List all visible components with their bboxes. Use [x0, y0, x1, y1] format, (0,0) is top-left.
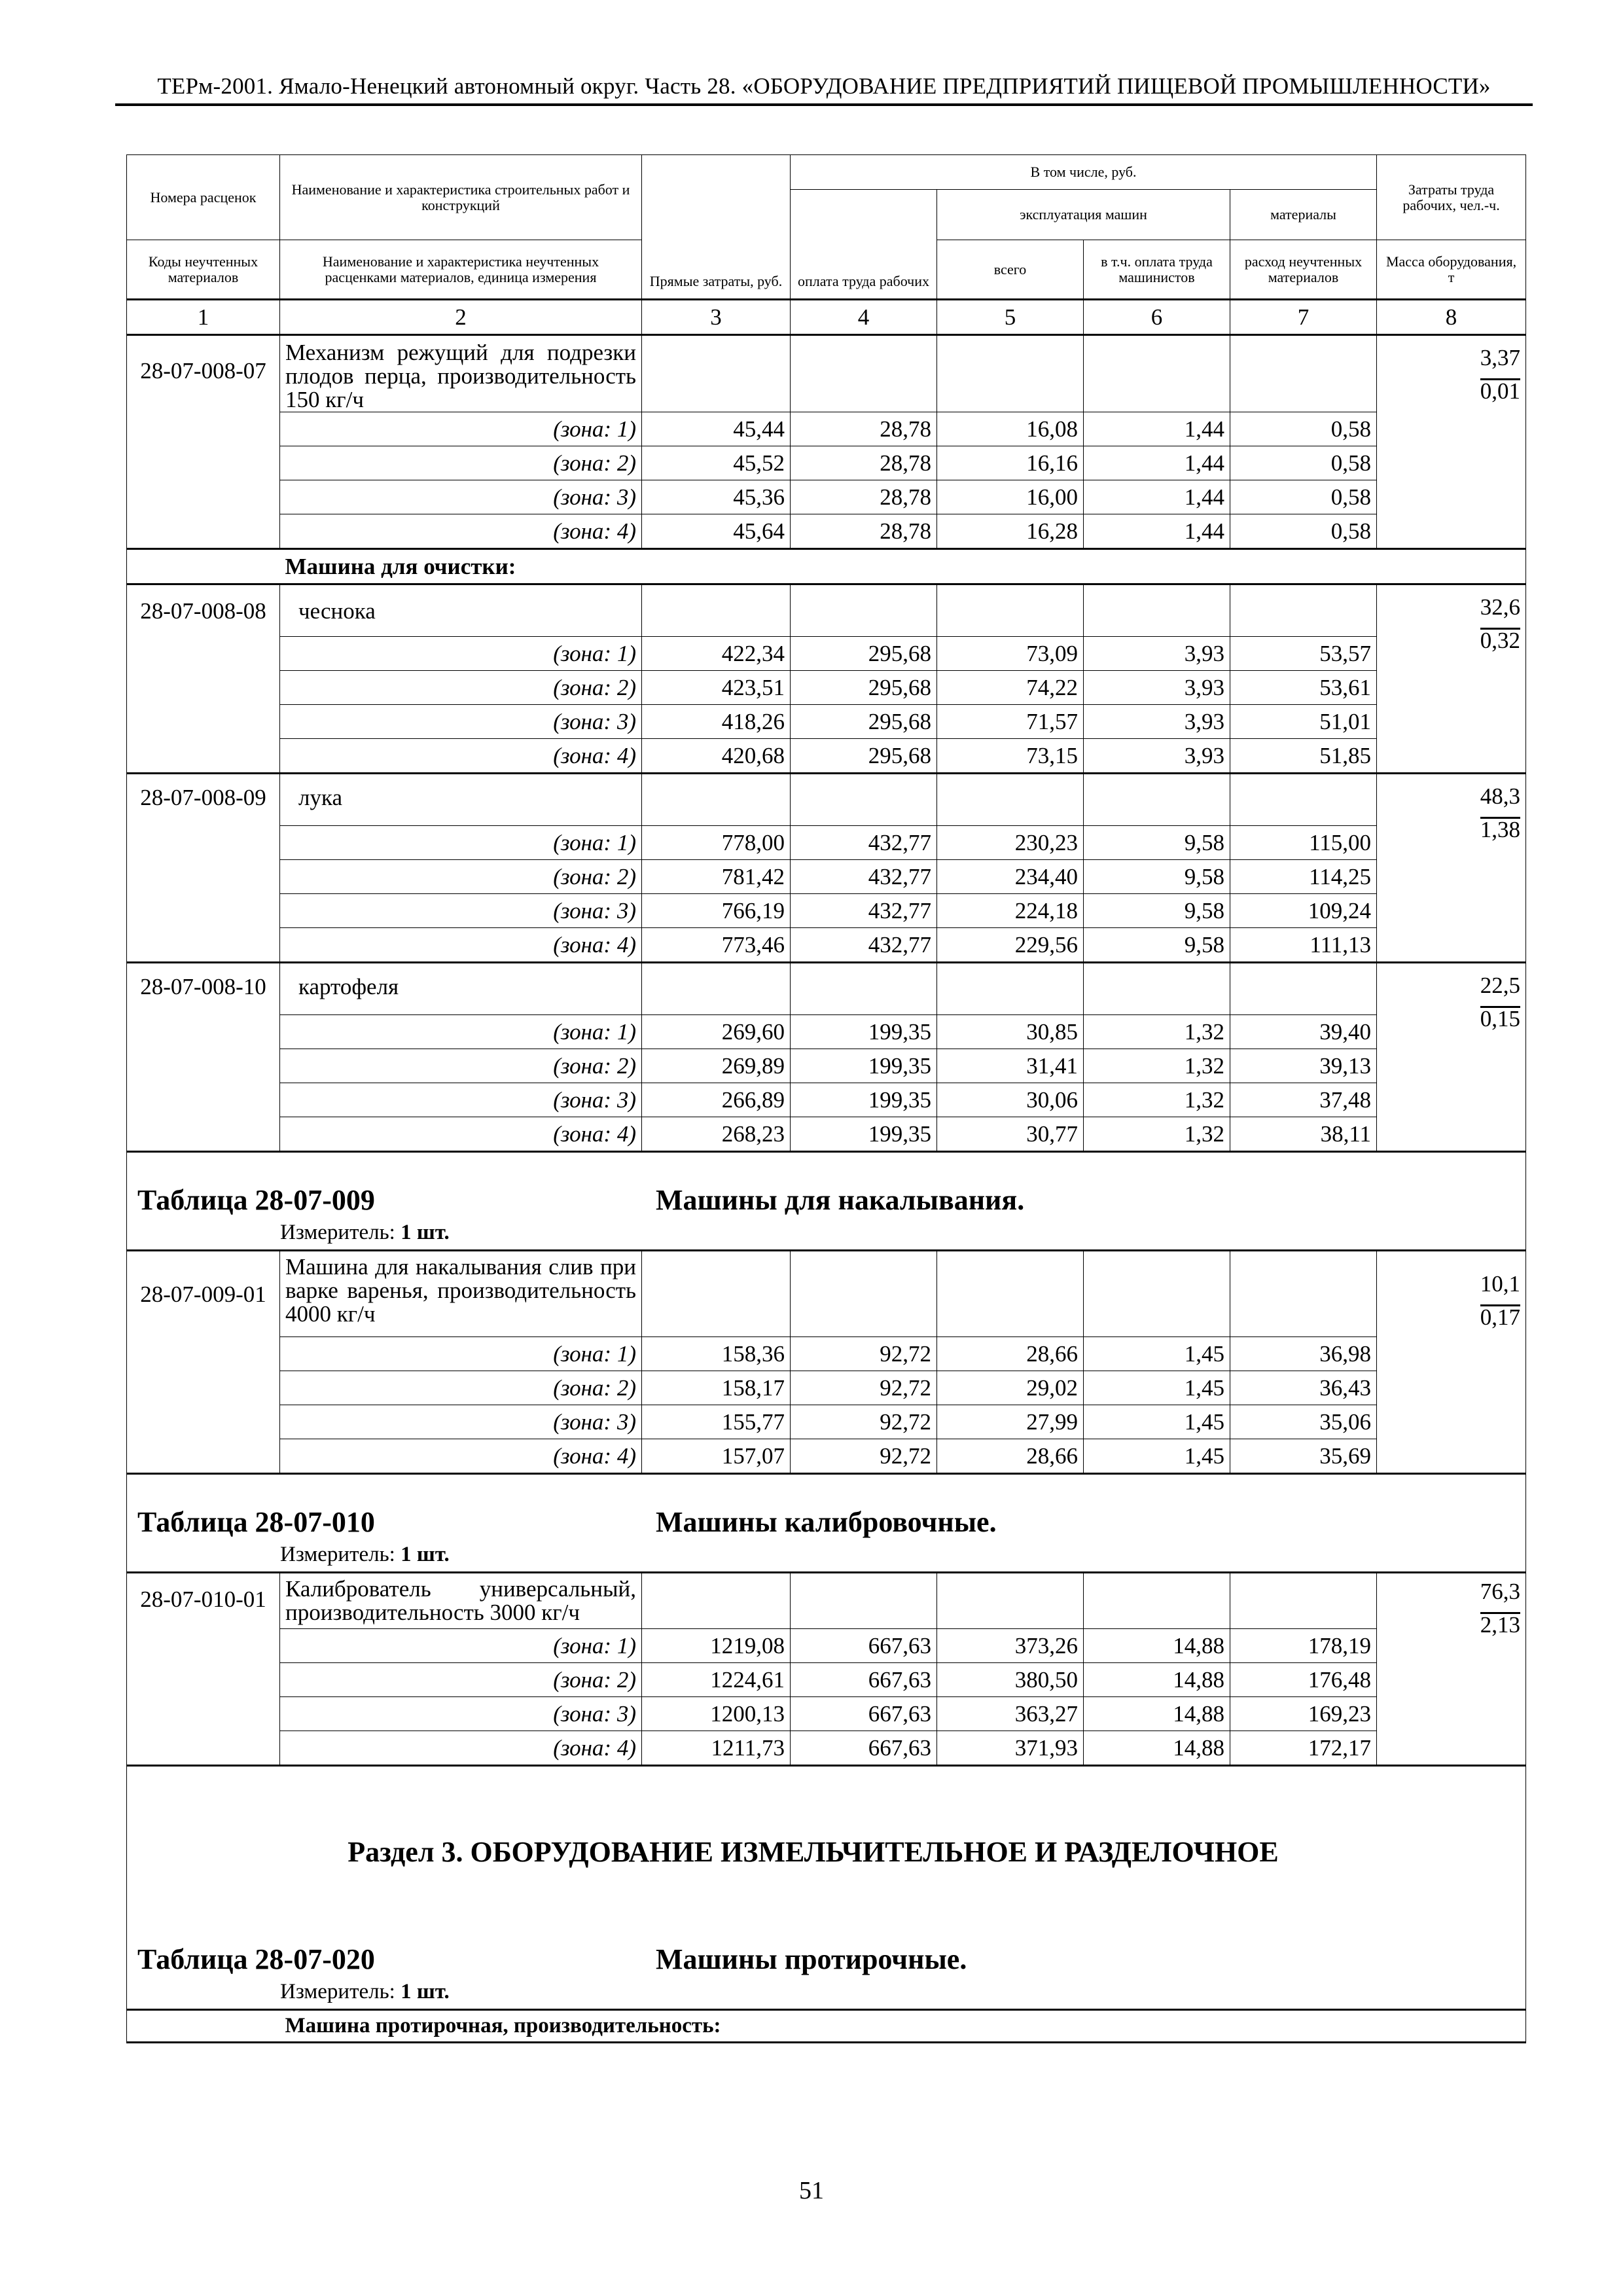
empty-cell	[937, 335, 1084, 412]
zone-label: (зона: 4)	[280, 928, 642, 963]
value-cell: 295,68	[791, 705, 937, 739]
value-cell: 0,58	[1230, 480, 1377, 514]
mass-value: 0,15	[1480, 1006, 1521, 1031]
rate-description: Калиброватель универсальный, производительность 3000 кг/ч	[280, 1573, 642, 1629]
value-cell: 16,08	[937, 412, 1084, 446]
value-cell: 199,35	[791, 1015, 937, 1049]
zone-row	[127, 1049, 1526, 1083]
value-cell: 266,89	[642, 1083, 791, 1117]
value-cell: 3,93	[1084, 705, 1230, 739]
value-cell: 199,35	[791, 1083, 937, 1117]
header-col3: Прямые затраты, руб.	[642, 155, 791, 300]
value-cell: 1,44	[1084, 514, 1230, 549]
value-cell: 92,72	[791, 1371, 937, 1405]
value-cell: 432,77	[791, 928, 937, 963]
table-row	[127, 1573, 1526, 1629]
value-cell: 0,58	[1230, 514, 1377, 549]
rate-code: 28-07-010-01	[127, 1573, 280, 1766]
table-row	[127, 335, 1526, 412]
value-cell: 423,51	[642, 671, 791, 705]
value-cell: 51,85	[1230, 739, 1377, 774]
value-cell: 269,60	[642, 1015, 791, 1049]
value-cell: 363,27	[937, 1697, 1084, 1731]
value-cell: 1219,08	[642, 1629, 791, 1663]
value-cell: 35,06	[1230, 1405, 1377, 1439]
section-title: Раздел 3. ОБОРУДОВАНИЕ ИЗМЕЛЬЧИТЕЛЬНОЕ И РАЗДЕЛОЧНОЕ	[348, 1836, 1279, 1868]
labor-mass-fraction	[1377, 1251, 1526, 1474]
value-cell: 773,46	[642, 928, 791, 963]
header-machines: эксплуатация машин	[937, 190, 1230, 240]
empty-cell	[127, 1766, 1526, 2010]
value-cell: 199,35	[791, 1049, 937, 1083]
value-cell: 1,45	[1084, 1405, 1230, 1439]
table-row	[127, 963, 1526, 1015]
header-col8-top: Затраты труда рабочих, чел.-ч.	[1377, 155, 1526, 240]
price-table	[126, 154, 1526, 2043]
zone-row	[127, 412, 1526, 446]
table-name: Машины протирочные.	[656, 1943, 967, 1975]
mass-value: 2,13	[1480, 1612, 1521, 1638]
zone-label: (зона: 2)	[280, 671, 642, 705]
value-cell: 28,78	[791, 514, 937, 549]
value-cell: 172,17	[1230, 1731, 1377, 1766]
zone-label: (зона: 3)	[280, 1697, 642, 1731]
zone-label: (зона: 1)	[280, 412, 642, 446]
rate-code: 28-07-008-08	[127, 584, 280, 774]
colnum: 1	[127, 300, 280, 335]
page-number: 51	[799, 2177, 824, 2204]
header-col6: в т.ч. оплата труда машинистов	[1084, 240, 1230, 300]
mass-value: 1,38	[1480, 817, 1521, 842]
value-cell: 1,32	[1084, 1117, 1230, 1152]
value-cell: 1,32	[1084, 1015, 1230, 1049]
table-name: Машины калибровочные.	[656, 1506, 997, 1538]
value-cell: 295,68	[791, 739, 937, 774]
empty-cell	[791, 335, 937, 412]
value-cell: 53,61	[1230, 671, 1377, 705]
labor-value: 10,1	[1480, 1271, 1521, 1297]
value-cell: 9,58	[1084, 928, 1230, 963]
header-col2-bottom: Наименование и характеристика неучтенных расценками материалов, единица измерения	[280, 240, 642, 300]
zone-row	[127, 826, 1526, 860]
zone-row	[127, 739, 1526, 774]
value-cell: 269,89	[642, 1049, 791, 1083]
value-cell: 0,58	[1230, 446, 1377, 480]
empty-cell	[937, 1573, 1084, 1629]
empty-cell	[791, 774, 937, 826]
value-cell: 73,15	[937, 739, 1084, 774]
empty-cell	[642, 335, 791, 412]
table-heading-009	[127, 1152, 1526, 1251]
value-cell: 1,44	[1084, 446, 1230, 480]
zone-row	[127, 1015, 1526, 1049]
zone-label: (зона: 4)	[280, 1439, 642, 1474]
value-cell: 9,58	[1084, 826, 1230, 860]
rate-description: чеснока	[280, 584, 642, 637]
value-cell: 1,45	[1084, 1337, 1230, 1371]
labor-value: 76,3	[1480, 1579, 1521, 1604]
value-cell: 1,32	[1084, 1049, 1230, 1083]
value-cell: 3,93	[1084, 637, 1230, 671]
value-cell: 39,40	[1230, 1015, 1377, 1049]
empty-cell	[937, 963, 1084, 1015]
value-cell: 432,77	[791, 826, 937, 860]
value-cell: 778,00	[642, 826, 791, 860]
value-cell: 1,32	[1084, 1083, 1230, 1117]
value-cell: 1200,13	[642, 1697, 791, 1731]
zone-row	[127, 1337, 1526, 1371]
value-cell: 45,52	[642, 446, 791, 480]
value-cell: 28,78	[791, 480, 937, 514]
value-cell: 45,44	[642, 412, 791, 446]
section-heading	[127, 1766, 1526, 2010]
empty-cell	[1230, 1251, 1377, 1337]
value-cell: 268,23	[642, 1117, 791, 1152]
value-cell: 92,72	[791, 1405, 937, 1439]
zone-row	[127, 1117, 1526, 1152]
header-col1-top: Номера расценок	[127, 155, 280, 240]
rate-description: Механизм режущий для подрезки плодов перца, производительность 150 кг/ч	[280, 335, 642, 412]
group-title: Машина для очистки:	[280, 549, 1526, 584]
value-cell: 36,43	[1230, 1371, 1377, 1405]
zone-row	[127, 860, 1526, 894]
zone-label: (зона: 1)	[280, 637, 642, 671]
value-cell: 36,98	[1230, 1337, 1377, 1371]
labor-mass-fraction	[1377, 584, 1526, 774]
measure-value: 1 шт.	[401, 1543, 450, 1566]
value-cell: 371,93	[937, 1731, 1084, 1766]
empty-cell	[1230, 584, 1377, 637]
empty-cell	[791, 1573, 937, 1629]
zone-label: (зона: 1)	[280, 826, 642, 860]
empty-cell	[1084, 335, 1230, 412]
zone-row	[127, 894, 1526, 928]
zone-label: (зона: 4)	[280, 1731, 642, 1766]
value-cell: 420,68	[642, 739, 791, 774]
empty-cell	[1084, 1573, 1230, 1629]
value-cell: 0,58	[1230, 412, 1377, 446]
value-cell: 176,48	[1230, 1663, 1377, 1697]
zone-label: (зона: 3)	[280, 705, 642, 739]
value-cell: 74,22	[937, 671, 1084, 705]
zone-row	[127, 480, 1526, 514]
measure-label: Измеритель:	[280, 1980, 395, 2003]
value-cell: 230,23	[937, 826, 1084, 860]
header-col4: оплата труда рабочих	[791, 190, 937, 300]
empty-cell	[642, 774, 791, 826]
value-cell: 14,88	[1084, 1663, 1230, 1697]
zone-label: (зона: 4)	[280, 514, 642, 549]
empty-cell	[127, 1474, 1526, 1573]
zone-row	[127, 446, 1526, 480]
value-cell: 53,57	[1230, 637, 1377, 671]
group-title: Машина протирочная, производительность:	[280, 2010, 1526, 2043]
value-cell: 45,64	[642, 514, 791, 549]
empty-cell	[937, 774, 1084, 826]
group-title-row	[127, 2010, 1526, 2043]
zone-label: (зона: 4)	[280, 739, 642, 774]
value-cell: 224,18	[937, 894, 1084, 928]
mass-value: 0,32	[1480, 628, 1521, 653]
group-title-row	[127, 549, 1526, 584]
header-group: В том числе, руб.	[791, 155, 1377, 190]
value-cell: 92,72	[791, 1439, 937, 1474]
value-cell: 29,02	[937, 1371, 1084, 1405]
zone-row	[127, 705, 1526, 739]
table-title: Таблица 28-07-010	[137, 1506, 375, 1538]
zone-label: (зона: 2)	[280, 860, 642, 894]
empty-cell	[127, 549, 280, 584]
empty-cell	[937, 1251, 1084, 1337]
value-cell: 28,78	[791, 412, 937, 446]
value-cell: 27,99	[937, 1405, 1084, 1439]
empty-cell	[1084, 584, 1230, 637]
header-col8-bottom: Масса оборудования, т	[1377, 240, 1526, 300]
rate-code: 28-07-008-10	[127, 963, 280, 1152]
measure-label: Измеритель:	[280, 1221, 395, 1244]
value-cell: 1,45	[1084, 1439, 1230, 1474]
header-col7: расход неучтенных материалов	[1230, 240, 1377, 300]
empty-cell	[791, 963, 937, 1015]
value-cell: 295,68	[791, 637, 937, 671]
zone-row	[127, 1439, 1526, 1474]
rate-code: 28-07-008-07	[127, 335, 280, 549]
value-cell: 373,26	[937, 1629, 1084, 1663]
table-title: Таблица 28-07-009	[137, 1184, 375, 1216]
value-cell: 30,77	[937, 1117, 1084, 1152]
value-cell: 31,41	[937, 1049, 1084, 1083]
value-cell: 1224,61	[642, 1663, 791, 1697]
zone-label: (зона: 3)	[280, 894, 642, 928]
value-cell: 781,42	[642, 860, 791, 894]
empty-cell	[1230, 1573, 1377, 1629]
zone-label: (зона: 3)	[280, 480, 642, 514]
value-cell: 28,78	[791, 446, 937, 480]
zone-row	[127, 1697, 1526, 1731]
empty-cell	[1230, 963, 1377, 1015]
zone-label: (зона: 1)	[280, 1629, 642, 1663]
value-cell: 418,26	[642, 705, 791, 739]
zone-label: (зона: 2)	[280, 1049, 642, 1083]
value-cell: 3,93	[1084, 671, 1230, 705]
value-cell: 30,85	[937, 1015, 1084, 1049]
labor-value: 22,5	[1480, 973, 1521, 998]
header-col1-bottom: Коды неучтенных материалов	[127, 240, 280, 300]
empty-cell	[1084, 963, 1230, 1015]
value-cell: 158,17	[642, 1371, 791, 1405]
value-cell: 45,36	[642, 480, 791, 514]
colnum: 4	[791, 300, 937, 335]
labor-mass-fraction	[1377, 963, 1526, 1152]
value-cell: 432,77	[791, 894, 937, 928]
empty-cell	[1230, 774, 1377, 826]
value-cell: 111,13	[1230, 928, 1377, 963]
value-cell: 71,57	[937, 705, 1084, 739]
zone-row	[127, 1083, 1526, 1117]
zone-label: (зона: 2)	[280, 446, 642, 480]
colnum: 6	[1084, 300, 1230, 335]
empty-cell	[1084, 774, 1230, 826]
zone-row	[127, 928, 1526, 963]
zone-label: (зона: 2)	[280, 1371, 642, 1405]
zone-label: (зона: 2)	[280, 1663, 642, 1697]
value-cell: 667,63	[791, 1731, 937, 1766]
value-cell: 92,72	[791, 1337, 937, 1371]
value-cell: 667,63	[791, 1663, 937, 1697]
value-cell: 14,88	[1084, 1629, 1230, 1663]
empty-cell	[642, 963, 791, 1015]
zone-row	[127, 671, 1526, 705]
value-cell: 667,63	[791, 1629, 937, 1663]
header-col5: всего	[937, 240, 1084, 300]
colnum: 3	[642, 300, 791, 335]
zone-row	[127, 1405, 1526, 1439]
zone-label: (зона: 1)	[280, 1015, 642, 1049]
value-cell: 16,00	[937, 480, 1084, 514]
header-row-1	[127, 155, 1526, 190]
value-cell: 1211,73	[642, 1731, 791, 1766]
value-cell: 380,50	[937, 1663, 1084, 1697]
zone-label: (зона: 4)	[280, 1117, 642, 1152]
empty-cell	[1084, 1251, 1230, 1337]
empty-cell	[642, 1251, 791, 1337]
empty-cell	[127, 1152, 1526, 1251]
value-cell: 422,34	[642, 637, 791, 671]
header-col2-top: Наименование и характеристика строительных работ и конструкций	[280, 155, 642, 240]
empty-cell	[791, 584, 937, 637]
value-cell: 37,48	[1230, 1083, 1377, 1117]
value-cell: 766,19	[642, 894, 791, 928]
empty-cell	[127, 2010, 280, 2043]
measure-value: 1 шт.	[401, 1980, 450, 2003]
mass-value: 0,01	[1480, 378, 1521, 404]
value-cell: 115,00	[1230, 826, 1377, 860]
value-cell: 229,56	[937, 928, 1084, 963]
rate-description: картофеля	[280, 963, 642, 1015]
labor-value: 48,3	[1480, 783, 1521, 809]
value-cell: 39,13	[1230, 1049, 1377, 1083]
zone-row	[127, 514, 1526, 549]
value-cell: 1,45	[1084, 1371, 1230, 1405]
colnum: 5	[937, 300, 1084, 335]
labor-mass-fraction	[1377, 774, 1526, 963]
rate-code: 28-07-009-01	[127, 1251, 280, 1474]
table-name: Машины для накалывания.	[656, 1184, 1025, 1216]
value-cell: 234,40	[937, 860, 1084, 894]
value-cell: 14,88	[1084, 1731, 1230, 1766]
zone-row	[127, 637, 1526, 671]
header-rule	[115, 103, 1533, 106]
value-cell: 38,11	[1230, 1117, 1377, 1152]
colnum: 8	[1377, 300, 1526, 335]
value-cell: 28,66	[937, 1439, 1084, 1474]
value-cell: 9,58	[1084, 894, 1230, 928]
value-cell: 3,93	[1084, 739, 1230, 774]
table-title: Таблица 28-07-020	[137, 1943, 375, 1975]
zone-row	[127, 1629, 1526, 1663]
value-cell: 73,09	[937, 637, 1084, 671]
empty-cell	[1230, 335, 1377, 412]
value-cell: 9,58	[1084, 860, 1230, 894]
empty-cell	[642, 584, 791, 637]
zone-row	[127, 1731, 1526, 1766]
value-cell: 158,36	[642, 1337, 791, 1371]
column-numbers-row	[127, 300, 1526, 335]
rate-description: лука	[280, 774, 642, 826]
value-cell: 16,16	[937, 446, 1084, 480]
measure-label: Измеритель:	[280, 1543, 395, 1566]
value-cell: 1,44	[1084, 412, 1230, 446]
zone-row	[127, 1663, 1526, 1697]
value-cell: 30,06	[937, 1083, 1084, 1117]
rate-code: 28-07-008-09	[127, 774, 280, 963]
mass-value: 0,17	[1480, 1304, 1521, 1330]
value-cell: 667,63	[791, 1697, 937, 1731]
value-cell: 155,77	[642, 1405, 791, 1439]
colnum: 7	[1230, 300, 1377, 335]
value-cell: 35,69	[1230, 1439, 1377, 1474]
measure-value: 1 шт.	[401, 1221, 450, 1244]
zone-row	[127, 1371, 1526, 1405]
value-cell: 432,77	[791, 860, 937, 894]
value-cell: 157,07	[642, 1439, 791, 1474]
zone-label: (зона: 1)	[280, 1337, 642, 1371]
empty-cell	[791, 1251, 937, 1337]
labor-mass-fraction	[1377, 335, 1526, 549]
value-cell: 169,23	[1230, 1697, 1377, 1731]
value-cell: 109,24	[1230, 894, 1377, 928]
zone-label: (зона: 3)	[280, 1083, 642, 1117]
labor-value: 32,6	[1480, 594, 1521, 620]
zone-label: (зона: 3)	[280, 1405, 642, 1439]
value-cell: 199,35	[791, 1117, 937, 1152]
empty-cell	[937, 584, 1084, 637]
value-cell: 114,25	[1230, 860, 1377, 894]
value-cell: 178,19	[1230, 1629, 1377, 1663]
table-row	[127, 774, 1526, 826]
value-cell: 14,88	[1084, 1697, 1230, 1731]
table-row	[127, 1251, 1526, 1337]
labor-mass-fraction	[1377, 1573, 1526, 1766]
value-cell: 51,01	[1230, 705, 1377, 739]
rate-description: Машина для накалывания слив при варке варенья, производительность 4000 кг/ч	[280, 1251, 642, 1337]
labor-value: 3,37	[1480, 345, 1521, 370]
value-cell: 1,44	[1084, 480, 1230, 514]
value-cell: 28,66	[937, 1337, 1084, 1371]
table-row	[127, 584, 1526, 637]
value-cell: 295,68	[791, 671, 937, 705]
value-cell: 16,28	[937, 514, 1084, 549]
colnum: 2	[280, 300, 642, 335]
table-heading-010	[127, 1474, 1526, 1573]
empty-cell	[642, 1573, 791, 1629]
header-materials: материалы	[1230, 190, 1377, 240]
running-head: ТЕРм-2001. Ямало-Ненецкий автономный округ. Часть 28. «ОБОРУДОВАНИЕ ПРЕДПРИЯТИЙ ПИЩЕВОЙ ПРОМЫШЛЕННОСТИ»	[157, 73, 1491, 99]
